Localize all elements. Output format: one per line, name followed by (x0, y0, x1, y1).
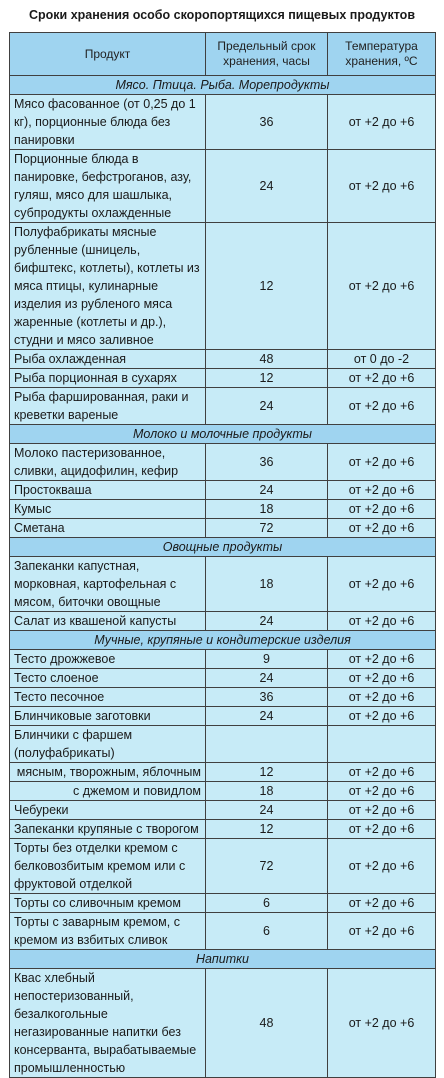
term-cell: 12 (206, 763, 328, 782)
temp-cell: от +2 до +6 (328, 519, 436, 538)
table-row (10, 388, 436, 425)
temp-cell: от +2 до +6 (328, 839, 436, 894)
table-row (10, 223, 436, 350)
table-row (10, 612, 436, 631)
product-cell: Тесто дрожжевое (10, 650, 206, 669)
table-row (10, 519, 436, 538)
temp-cell: от +2 до +6 (328, 557, 436, 612)
product-cell: Мясо фасованное (от 0,25 до 1 кг), порционные блюда без панировки (10, 95, 206, 150)
term-cell: 36 (206, 688, 328, 707)
temp-cell: от 0 до -2 (328, 350, 436, 369)
table-row (10, 763, 436, 782)
header-product: Продукт (10, 33, 206, 76)
term-cell: 6 (206, 894, 328, 913)
product-cell: Тесто песочное (10, 688, 206, 707)
term-cell: 24 (206, 612, 328, 631)
term-cell: 12 (206, 369, 328, 388)
section-title: Мясо. Птица. Рыба. Морепродукты (10, 76, 436, 95)
table-row (10, 150, 436, 223)
temp-cell: от +2 до +6 (328, 369, 436, 388)
term-cell: 24 (206, 707, 328, 726)
product-cell: Кумыс (10, 500, 206, 519)
term-cell: 48 (206, 350, 328, 369)
term-cell: 12 (206, 223, 328, 350)
header-term: Предельный срок хранения, часы (206, 33, 328, 76)
term-cell: 18 (206, 557, 328, 612)
section-title: Мучные, крупяные и кондитерские изделия (10, 631, 436, 650)
table-row (10, 839, 436, 894)
temp-cell: от +2 до +6 (328, 969, 436, 1078)
product-cell: Рыба фаршированная, раки и креветки вареные (10, 388, 206, 425)
term-cell: 18 (206, 500, 328, 519)
section-row (10, 425, 436, 444)
temp-cell: от +2 до +6 (328, 707, 436, 726)
term-cell: 24 (206, 388, 328, 425)
section-title: Овощные продукты (10, 538, 436, 557)
temp-cell: от +2 до +6 (328, 782, 436, 801)
temp-cell: от +2 до +6 (328, 763, 436, 782)
term-cell: 36 (206, 444, 328, 481)
product-cell: Запеканки капустная, морковная, картофельная с мясом, биточки овощные (10, 557, 206, 612)
term-cell: 9 (206, 650, 328, 669)
term-cell: 12 (206, 820, 328, 839)
table-row (10, 801, 436, 820)
temp-cell: от +2 до +6 (328, 688, 436, 707)
table-row (10, 650, 436, 669)
table-row (10, 782, 436, 801)
temp-cell: от +2 до +6 (328, 223, 436, 350)
product-cell: Сметана (10, 519, 206, 538)
temp-cell: от +2 до +6 (328, 481, 436, 500)
temp-cell: от +2 до +6 (328, 150, 436, 223)
temp-cell: от +2 до +6 (328, 650, 436, 669)
product-cell: мясным, творожным, яблочным (10, 763, 206, 782)
product-cell: Торты без отделки кремом с белковозбитым кремом или с фруктовой отделкой (10, 839, 206, 894)
table-row (10, 726, 436, 763)
temp-cell: от +2 до +6 (328, 612, 436, 631)
storage-table (9, 32, 436, 1078)
term-cell: 72 (206, 519, 328, 538)
table-row (10, 481, 436, 500)
section-title: Напитки (10, 950, 436, 969)
table-row (10, 95, 436, 150)
product-cell: Простокваша (10, 481, 206, 500)
product-cell: Блинчиковые заготовки (10, 707, 206, 726)
product-cell: Блинчики с фаршем (полуфабрикаты) (10, 726, 206, 763)
term-cell (206, 726, 328, 763)
table-row (10, 369, 436, 388)
page-title: Сроки хранения особо скоропортящихся пищевых продуктов (29, 8, 415, 22)
section-row (10, 631, 436, 650)
table-row (10, 350, 436, 369)
term-cell: 48 (206, 969, 328, 1078)
section-row (10, 950, 436, 969)
product-cell: Тесто слоеное (10, 669, 206, 688)
term-cell: 72 (206, 839, 328, 894)
table-row (10, 688, 436, 707)
temp-cell: от +2 до +6 (328, 444, 436, 481)
product-cell: Молоко пастеризованное, сливки, ацидофилин, кефир (10, 444, 206, 481)
term-cell: 18 (206, 782, 328, 801)
table-row (10, 669, 436, 688)
temp-cell: от +2 до +6 (328, 820, 436, 839)
term-cell: 24 (206, 150, 328, 223)
term-cell: 6 (206, 913, 328, 950)
temp-cell: от +2 до +6 (328, 388, 436, 425)
section-title: Молоко и молочные продукты (10, 425, 436, 444)
temp-cell (328, 726, 436, 763)
table-row (10, 557, 436, 612)
temp-cell: от +2 до +6 (328, 801, 436, 820)
temp-cell: от +2 до +6 (328, 669, 436, 688)
product-cell: Торты с заварным кремом, с кремом из взбитых сливок (10, 913, 206, 950)
product-cell: Салат из квашеной капусты (10, 612, 206, 631)
term-cell: 24 (206, 801, 328, 820)
table-row (10, 969, 436, 1078)
table-row (10, 820, 436, 839)
product-cell: Полуфабрикаты мясные рубленные (шницель, бифштекс, котлеты), котлеты из мяса птицы, кулинарные изделия из рубленого мяса жаренные (котлеты и др.), студни и мясо заливное (10, 223, 206, 350)
product-cell: с джемом и повидлом (10, 782, 206, 801)
temp-cell: от +2 до +6 (328, 913, 436, 950)
temp-cell: от +2 до +6 (328, 95, 436, 150)
header-temp: Температура хранения, ºС (328, 33, 436, 76)
product-cell: Запеканки крупяные с творогом (10, 820, 206, 839)
term-cell: 36 (206, 95, 328, 150)
table-row (10, 707, 436, 726)
term-cell: 24 (206, 669, 328, 688)
table-row (10, 500, 436, 519)
product-cell: Рыба порционная в сухарях (10, 369, 206, 388)
temp-cell: от +2 до +6 (328, 500, 436, 519)
table-row (10, 913, 436, 950)
product-cell: Чебуреки (10, 801, 206, 820)
term-cell: 24 (206, 481, 328, 500)
header-row (10, 33, 436, 76)
product-cell: Рыба охлажденная (10, 350, 206, 369)
section-row (10, 76, 436, 95)
section-row (10, 538, 436, 557)
product-cell: Порционные блюда в панировке, бефстроганов, азу, гуляш, мясо для шашлыка, субпродукты охлажденные (10, 150, 206, 223)
product-cell: Торты со сливочным кремом (10, 894, 206, 913)
temp-cell: от +2 до +6 (328, 894, 436, 913)
table-row (10, 894, 436, 913)
table-row (10, 444, 436, 481)
table-body (10, 76, 436, 1078)
product-cell: Квас хлебный непостеризованный, безалкогольные негазированные напитки без консерванта, вырабатываемые промышленностью (10, 969, 206, 1078)
